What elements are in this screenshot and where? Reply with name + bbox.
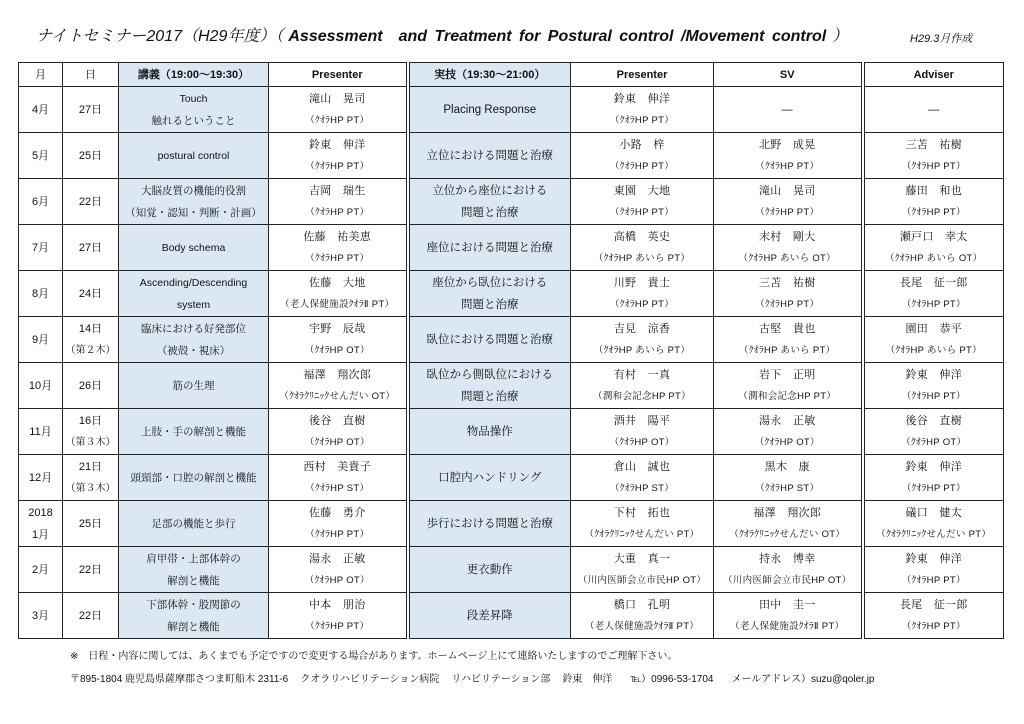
title-suffix: ） <box>832 28 849 45</box>
sv-affiliation: （ｸｵﾗHP OT） <box>754 436 820 448</box>
adviser-cell <box>863 593 1004 639</box>
sv-name: 湯永 正敏 <box>759 414 816 427</box>
sv-name: 持永 博幸 <box>759 552 816 565</box>
lecture-line: system <box>176 298 211 311</box>
adviser-name: 長尾 征一郎 <box>899 276 968 289</box>
adviser-affiliation: （ｸｵﾗHP PT） <box>901 206 966 218</box>
practice-presenter-name: 高橋 英史 <box>613 230 671 243</box>
lecture-line: 臨床における好発部位 <box>141 322 246 335</box>
header-practice: 実技（19:30～21:00） <box>408 63 571 87</box>
table-row <box>19 501 1004 547</box>
sv-cell <box>714 455 863 501</box>
lecture-line: （知覚・認知・判断・計画） <box>125 206 262 219</box>
lecture-line: Body schema <box>161 241 226 254</box>
month-cell <box>19 317 63 363</box>
phone-number: ℡）0996-53-1704 <box>630 674 714 685</box>
table-row <box>19 87 1004 133</box>
day-line: 27日 <box>78 103 103 116</box>
practice-line: 立位における問題と治療 <box>426 149 553 162</box>
sv-cell <box>714 179 863 225</box>
day-line: 22日 <box>78 609 103 622</box>
practice-line: Placing Response <box>443 103 537 116</box>
lecture-presenter-cell <box>269 225 408 271</box>
adviser-affiliation: （ｸｵﾗHP PT） <box>901 160 966 172</box>
adviser-affiliation: （ｸｵﾗHP OT） <box>901 436 967 448</box>
practice-presenter-name: 倉山 誠也 <box>613 460 671 473</box>
practice-presenter-affiliation: （ｸｵﾗHP ST） <box>609 482 675 494</box>
sv-cell <box>714 409 863 455</box>
adviser-affiliation: （ｸｵﾗHP PT） <box>901 482 966 494</box>
lecture-presenter-affiliation: （ｸｵﾗHP PT） <box>305 528 370 540</box>
schedule-body <box>19 87 1004 639</box>
month-cell <box>19 271 63 317</box>
sv-cell <box>714 547 863 593</box>
practice-line: 座位における問題と治療 <box>426 241 553 254</box>
lecture-presenter-name: 吉岡 瑞生 <box>309 184 366 197</box>
adviser-name: 藤田 和也 <box>905 184 962 197</box>
sv-affiliation: （ｸｵﾗHP あいら OT） <box>738 252 836 264</box>
lecture-line: 解剖と機能 <box>167 574 220 587</box>
lecture-presenter-cell <box>269 363 408 409</box>
title-main: Assessment and Treatment for Postural control /Movement control <box>288 28 827 45</box>
practice-presenter-affiliation: （川内医師会立市民HP OT） <box>577 574 707 586</box>
lecture-line: postural control <box>157 149 230 162</box>
practice-cell <box>408 179 571 225</box>
day-line: 21日 <box>78 460 103 473</box>
sv-cell <box>714 271 863 317</box>
practice-presenter-name: 酒井 陽平 <box>613 414 671 427</box>
day-cell <box>63 455 119 501</box>
practice-presenter-name: 吉見 涼香 <box>613 322 671 335</box>
day-line: 24日 <box>78 287 103 300</box>
day-cell <box>63 547 119 593</box>
day-cell <box>63 363 119 409</box>
lecture-presenter-name: 佐藤 大地 <box>309 276 366 289</box>
lecture-line: 肩甲帯・上部体幹の <box>146 552 241 565</box>
practice-presenter-cell <box>571 317 714 363</box>
lecture-presenter-cell <box>269 547 408 593</box>
lecture-presenter-cell <box>269 179 408 225</box>
header-day: 日 <box>63 63 119 87</box>
practice-presenter-cell <box>571 547 714 593</box>
adviser-affiliation: （ｸｵﾗHP あいら OT） <box>885 252 983 264</box>
adviser-name: ― <box>928 103 940 116</box>
lecture-line: （被殻・視床） <box>156 344 231 357</box>
practice-presenter-cell <box>571 179 714 225</box>
day-line: 25日 <box>78 517 103 530</box>
lecture-cell <box>119 271 269 317</box>
practice-presenter-affiliation: （ｸｵﾗHP PT） <box>609 114 675 126</box>
lecture-line: Ascending/Descending <box>139 276 248 289</box>
practice-presenter-cell <box>571 133 714 179</box>
adviser-cell <box>863 133 1004 179</box>
lecture-presenter-cell <box>269 409 408 455</box>
day-cell <box>63 501 119 547</box>
table-row <box>19 225 1004 271</box>
day-cell <box>63 409 119 455</box>
sv-name: 滝山 晃司 <box>759 184 816 197</box>
day-line: 27日 <box>78 241 103 254</box>
lecture-presenter-name: 中本 朋治 <box>309 598 366 611</box>
practice-line: 段差昇降 <box>466 609 513 622</box>
lecture-presenter-cell <box>269 455 408 501</box>
table-row <box>19 547 1004 593</box>
practice-presenter-name: 小路 梓 <box>619 138 665 151</box>
lecture-presenter-cell <box>269 271 408 317</box>
lecture-presenter-affiliation: （ｸｵﾗHP OT） <box>304 344 370 356</box>
lecture-presenter-name: 佐藤 祐美恵 <box>303 230 372 243</box>
adviser-cell <box>863 87 1004 133</box>
sv-affiliation: （ｸｵﾗHP ST） <box>755 482 820 494</box>
lecture-presenter-name: 後谷 直樹 <box>309 414 366 427</box>
practice-presenter-name: 橋口 孔明 <box>613 598 671 611</box>
adviser-name: 鈴東 伸洋 <box>905 368 962 381</box>
practice-line: 口腔内ハンドリング <box>438 471 542 484</box>
lecture-line: 筋の生理 <box>172 379 215 392</box>
lecture-presenter-name: 西村 美貴子 <box>303 460 372 473</box>
day-cell <box>63 317 119 363</box>
adviser-affiliation: （ｸｵﾗHP あいら PT） <box>885 344 982 356</box>
lecture-cell <box>119 225 269 271</box>
lecture-cell <box>119 593 269 639</box>
adviser-cell <box>863 363 1004 409</box>
month-line: 1月 <box>31 528 50 541</box>
month-line: 2018 <box>28 506 53 519</box>
adviser-affiliation: （ｸｵﾗHP PT） <box>901 298 966 310</box>
lecture-presenter-affiliation: （ｸｵﾗHP PT） <box>305 206 370 218</box>
lecture-presenter-name: 宇野 辰哉 <box>309 322 366 335</box>
header-lecture-presenter: Presenter <box>269 63 408 87</box>
practice-presenter-cell <box>571 409 714 455</box>
lecture-line: 触れるということ <box>151 114 236 127</box>
sv-name: ― <box>781 103 793 116</box>
adviser-name: 鈴東 伸洋 <box>905 460 962 473</box>
sv-affiliation: （川内医師会立市民HP OT） <box>723 574 852 586</box>
day-cell <box>63 133 119 179</box>
month-line: 10月 <box>28 379 53 392</box>
lecture-presenter-affiliation: （ｸｵﾗHP PT） <box>305 160 370 172</box>
practice-line: 歩行における問題と治療 <box>426 517 553 530</box>
adviser-affiliation: （ｸｵﾗHP PT） <box>901 574 966 586</box>
sv-affiliation: （ｸｵﾗｸﾘﾆｯｸせんだい OT） <box>729 528 846 540</box>
sv-affiliation: （ｸｵﾗHP あいら PT） <box>739 344 836 356</box>
sv-name: 古堅 貴也 <box>759 322 816 335</box>
month-cell <box>19 501 63 547</box>
month-line: 2月 <box>31 563 50 576</box>
header-lecture: 講義（19:00～19:30） <box>119 63 269 87</box>
lecture-cell <box>119 363 269 409</box>
adviser-affiliation: （ｸｵﾗｸﾘﾆｯｸせんだい PT） <box>876 528 992 540</box>
practice-cell <box>408 455 571 501</box>
practice-presenter-affiliation: （ｸｵﾗHP PT） <box>609 160 675 172</box>
lecture-line: 大脳皮質の機能的役割 <box>141 184 246 197</box>
lecture-presenter-affiliation: （ｸｵﾗHP ST） <box>305 482 370 494</box>
practice-cell <box>408 133 571 179</box>
lecture-presenter-affiliation: （ｸｵﾗHP PT） <box>305 252 370 264</box>
table-row <box>19 409 1004 455</box>
month-cell <box>19 593 63 639</box>
sv-name: 福澤 翔次郎 <box>753 506 822 519</box>
practice-presenter-affiliation: （ｸｵﾗHP あいら PT） <box>593 344 691 356</box>
document-title <box>36 26 848 48</box>
practice-cell <box>408 225 571 271</box>
table-row <box>19 455 1004 501</box>
lecture-presenter-name: 鈴東 伸洋 <box>309 138 366 151</box>
header-row <box>19 63 1004 87</box>
table-row <box>19 593 1004 639</box>
lecture-line: Touch <box>179 92 208 105</box>
practice-cell <box>408 271 571 317</box>
lecture-presenter-cell <box>269 317 408 363</box>
practice-presenter-affiliation: （ｸｵﾗHP PT） <box>609 298 675 310</box>
adviser-name: 園田 恭平 <box>905 322 962 335</box>
sv-cell <box>714 87 863 133</box>
lecture-cell <box>119 87 269 133</box>
sv-cell <box>714 593 863 639</box>
created-date: H29.3月作成 <box>910 33 973 45</box>
month-line: 5月 <box>31 149 50 162</box>
lecture-presenter-cell <box>269 133 408 179</box>
table-row <box>19 133 1004 179</box>
practice-presenter-cell <box>571 501 714 547</box>
table-row <box>19 363 1004 409</box>
day-line: 22日 <box>78 563 103 576</box>
lecture-presenter-affiliation: （ｸｵﾗHP OT） <box>304 574 370 586</box>
practice-cell <box>408 317 571 363</box>
email-address: メールアドレス）suzu@qoler.jp <box>731 674 875 685</box>
lecture-line: 頭頸部・口腔の解剖と機能 <box>130 471 257 484</box>
header-practice-presenter: Presenter <box>571 63 714 87</box>
sv-affiliation: （老人保健施設ｸｵﾗⅡ PT） <box>730 620 845 632</box>
month-cell <box>19 179 63 225</box>
sv-name: 岩下 正明 <box>759 368 816 381</box>
lecture-cell <box>119 133 269 179</box>
month-cell <box>19 455 63 501</box>
day-line: 22日 <box>78 195 103 208</box>
adviser-name: 礒口 健太 <box>905 506 962 519</box>
practice-presenter-cell <box>571 593 714 639</box>
contact-line <box>70 673 1000 687</box>
month-cell <box>19 225 63 271</box>
month-line: 7月 <box>31 241 50 254</box>
lecture-presenter-name: 福澤 翔次郎 <box>303 368 372 381</box>
lecture-cell <box>119 547 269 593</box>
sv-cell <box>714 317 863 363</box>
adviser-cell <box>863 409 1004 455</box>
practice-cell <box>408 87 571 133</box>
sv-affiliation: （ｸｵﾗHP PT） <box>755 160 820 172</box>
month-line: 6月 <box>31 195 50 208</box>
postal-address: 〒895-1804 鹿児島県薩摩郡さつま町船木 2311-6 <box>70 674 289 685</box>
practice-presenter-affiliation: （老人保健施設ｸｵﾗⅡ PT） <box>584 620 700 632</box>
month-line: 9月 <box>31 333 50 346</box>
lecture-presenter-affiliation: （ｸｵﾗｸﾘﾆｯｸせんだい OT） <box>279 390 396 402</box>
month-cell <box>19 409 63 455</box>
sv-name: 北野 成晃 <box>759 138 816 151</box>
month-cell <box>19 547 63 593</box>
lecture-cell <box>119 317 269 363</box>
practice-presenter-affiliation: （ｸｵﾗHP OT） <box>609 436 675 448</box>
practice-presenter-cell <box>571 271 714 317</box>
practice-presenter-name: 川野 貴士 <box>613 276 671 289</box>
adviser-cell <box>863 179 1004 225</box>
day-cell <box>63 271 119 317</box>
lecture-line: 下部体幹・股関節の <box>146 598 241 611</box>
lecture-presenter-name: 湯永 正敏 <box>309 552 366 565</box>
sv-name: 末村 剛大 <box>759 230 816 243</box>
day-line: 16日 <box>78 414 103 427</box>
lecture-presenter-affiliation: （ｸｵﾗHP PT） <box>305 620 370 632</box>
table-row <box>19 271 1004 317</box>
lecture-presenter-cell <box>269 501 408 547</box>
month-line: 3月 <box>31 609 50 622</box>
month-cell <box>19 133 63 179</box>
practice-presenter-affiliation: （ｸｵﾗHP あいら PT） <box>593 252 691 264</box>
adviser-name: 後谷 直樹 <box>905 414 962 427</box>
contact-person: 鈴東 伸洋 <box>562 674 613 685</box>
sv-affiliation: （ｸｵﾗHP PT） <box>755 206 820 218</box>
practice-cell <box>408 501 571 547</box>
sv-cell <box>714 501 863 547</box>
sv-affiliation: （ｸｵﾗHP PT） <box>755 298 820 310</box>
day-line: （第２木） <box>65 344 116 356</box>
lecture-presenter-affiliation: （ｸｵﾗHP PT） <box>305 114 370 126</box>
lecture-presenter-cell <box>269 593 408 639</box>
lecture-presenter-cell <box>269 87 408 133</box>
practice-line: 座位から臥位における <box>432 276 548 289</box>
adviser-name: 長尾 征一郎 <box>899 598 968 611</box>
month-line: 8月 <box>31 287 50 300</box>
practice-line: 物品操作 <box>466 425 513 438</box>
sv-name: 三苫 祐樹 <box>759 276 816 289</box>
schedule-table <box>18 62 1004 639</box>
month-line: 12月 <box>28 471 53 484</box>
day-line: （第３木） <box>65 436 116 448</box>
day-line: 14日 <box>78 322 103 335</box>
adviser-name: 三苫 祐樹 <box>905 138 962 151</box>
lecture-cell <box>119 179 269 225</box>
practice-presenter-cell <box>571 225 714 271</box>
department-name: リハビリテーション部 <box>451 674 551 685</box>
practice-line: 問題と治療 <box>461 390 519 403</box>
sv-affiliation: （潤和会記念HP PT） <box>738 390 837 402</box>
practice-presenter-affiliation: （ｸｵﾗｸﾘﾆｯｸせんだい PT） <box>584 528 700 540</box>
practice-presenter-name: 下村 拓也 <box>613 506 671 519</box>
practice-presenter-cell <box>571 455 714 501</box>
day-line: （第３木） <box>65 482 116 494</box>
day-cell <box>63 593 119 639</box>
practice-presenter-affiliation: （ｸｵﾗHP PT） <box>609 206 675 218</box>
practice-presenter-name: 東園 大地 <box>613 184 671 197</box>
adviser-cell <box>863 271 1004 317</box>
sv-cell <box>714 225 863 271</box>
schedule-note: ※ 日程・内容に関しては、あくまでも予定ですので変更する場合があります。ホームページ上にて連絡いたしますのでご理解下さい。 <box>70 651 678 662</box>
header-adviser: Adviser <box>863 63 1004 87</box>
day-cell <box>63 225 119 271</box>
practice-presenter-cell <box>571 363 714 409</box>
lecture-line: 上肢・手の解剖と機能 <box>141 425 246 438</box>
practice-cell <box>408 363 571 409</box>
practice-line: 臥位から側臥位における <box>426 368 553 381</box>
lecture-cell <box>119 455 269 501</box>
practice-presenter-name: 大重 真一 <box>613 552 671 565</box>
table-row <box>19 179 1004 225</box>
schedule-header <box>19 63 1004 87</box>
sv-name: 田中 圭一 <box>759 598 816 611</box>
lecture-cell <box>119 409 269 455</box>
practice-line: 臥位における問題と治療 <box>426 333 553 346</box>
adviser-cell <box>863 317 1004 363</box>
practice-presenter-name: 鈴東 伸洋 <box>613 92 671 105</box>
lecture-presenter-name: 佐藤 勇介 <box>309 506 366 519</box>
adviser-name: 瀬戸口 幸太 <box>899 230 968 243</box>
practice-line: 立位から座位における <box>432 184 548 197</box>
lecture-cell <box>119 501 269 547</box>
adviser-affiliation: （ｸｵﾗHP PT） <box>901 390 966 402</box>
lecture-presenter-name: 滝山 晃司 <box>309 92 366 105</box>
adviser-cell <box>863 547 1004 593</box>
lecture-line: 解剖と機能 <box>167 620 220 633</box>
sv-cell <box>714 363 863 409</box>
adviser-cell <box>863 455 1004 501</box>
adviser-cell <box>863 225 1004 271</box>
day-cell <box>63 179 119 225</box>
month-line: 4月 <box>31 103 50 116</box>
hospital-name: クオラリハビリテーション病院 <box>300 674 440 685</box>
practice-cell <box>408 409 571 455</box>
month-cell <box>19 87 63 133</box>
lecture-presenter-affiliation: （ｸｵﾗHP OT） <box>304 436 370 448</box>
day-cell <box>63 87 119 133</box>
practice-line: 更衣動作 <box>466 563 513 576</box>
sv-name: 黒木 康 <box>764 460 810 473</box>
day-line: 25日 <box>78 149 103 162</box>
adviser-name: 鈴東 伸洋 <box>905 552 962 565</box>
practice-presenter-name: 有村 一真 <box>613 368 671 381</box>
practice-presenter-affiliation: （潤和会記念HP PT） <box>593 390 691 402</box>
month-line: 11月 <box>29 425 52 438</box>
adviser-affiliation: （ｸｵﾗHP PT） <box>901 620 966 632</box>
practice-line: 問題と治療 <box>461 298 519 311</box>
sv-cell <box>714 133 863 179</box>
header-sv: SV <box>714 63 863 87</box>
month-cell <box>19 363 63 409</box>
title-prefix: ナイトセミナー2017（H29年度）（ <box>36 28 284 45</box>
day-line: 26日 <box>78 379 103 392</box>
practice-cell <box>408 593 571 639</box>
lecture-presenter-affiliation: （老人保健施設ｸｵﾗⅡ PT） <box>280 298 395 310</box>
practice-cell <box>408 547 571 593</box>
adviser-cell <box>863 501 1004 547</box>
practice-line: 問題と治療 <box>461 206 519 219</box>
header-month: 月 <box>19 63 63 87</box>
practice-presenter-cell <box>571 87 714 133</box>
table-row <box>19 317 1004 363</box>
lecture-line: 足部の機能と歩行 <box>151 517 236 530</box>
